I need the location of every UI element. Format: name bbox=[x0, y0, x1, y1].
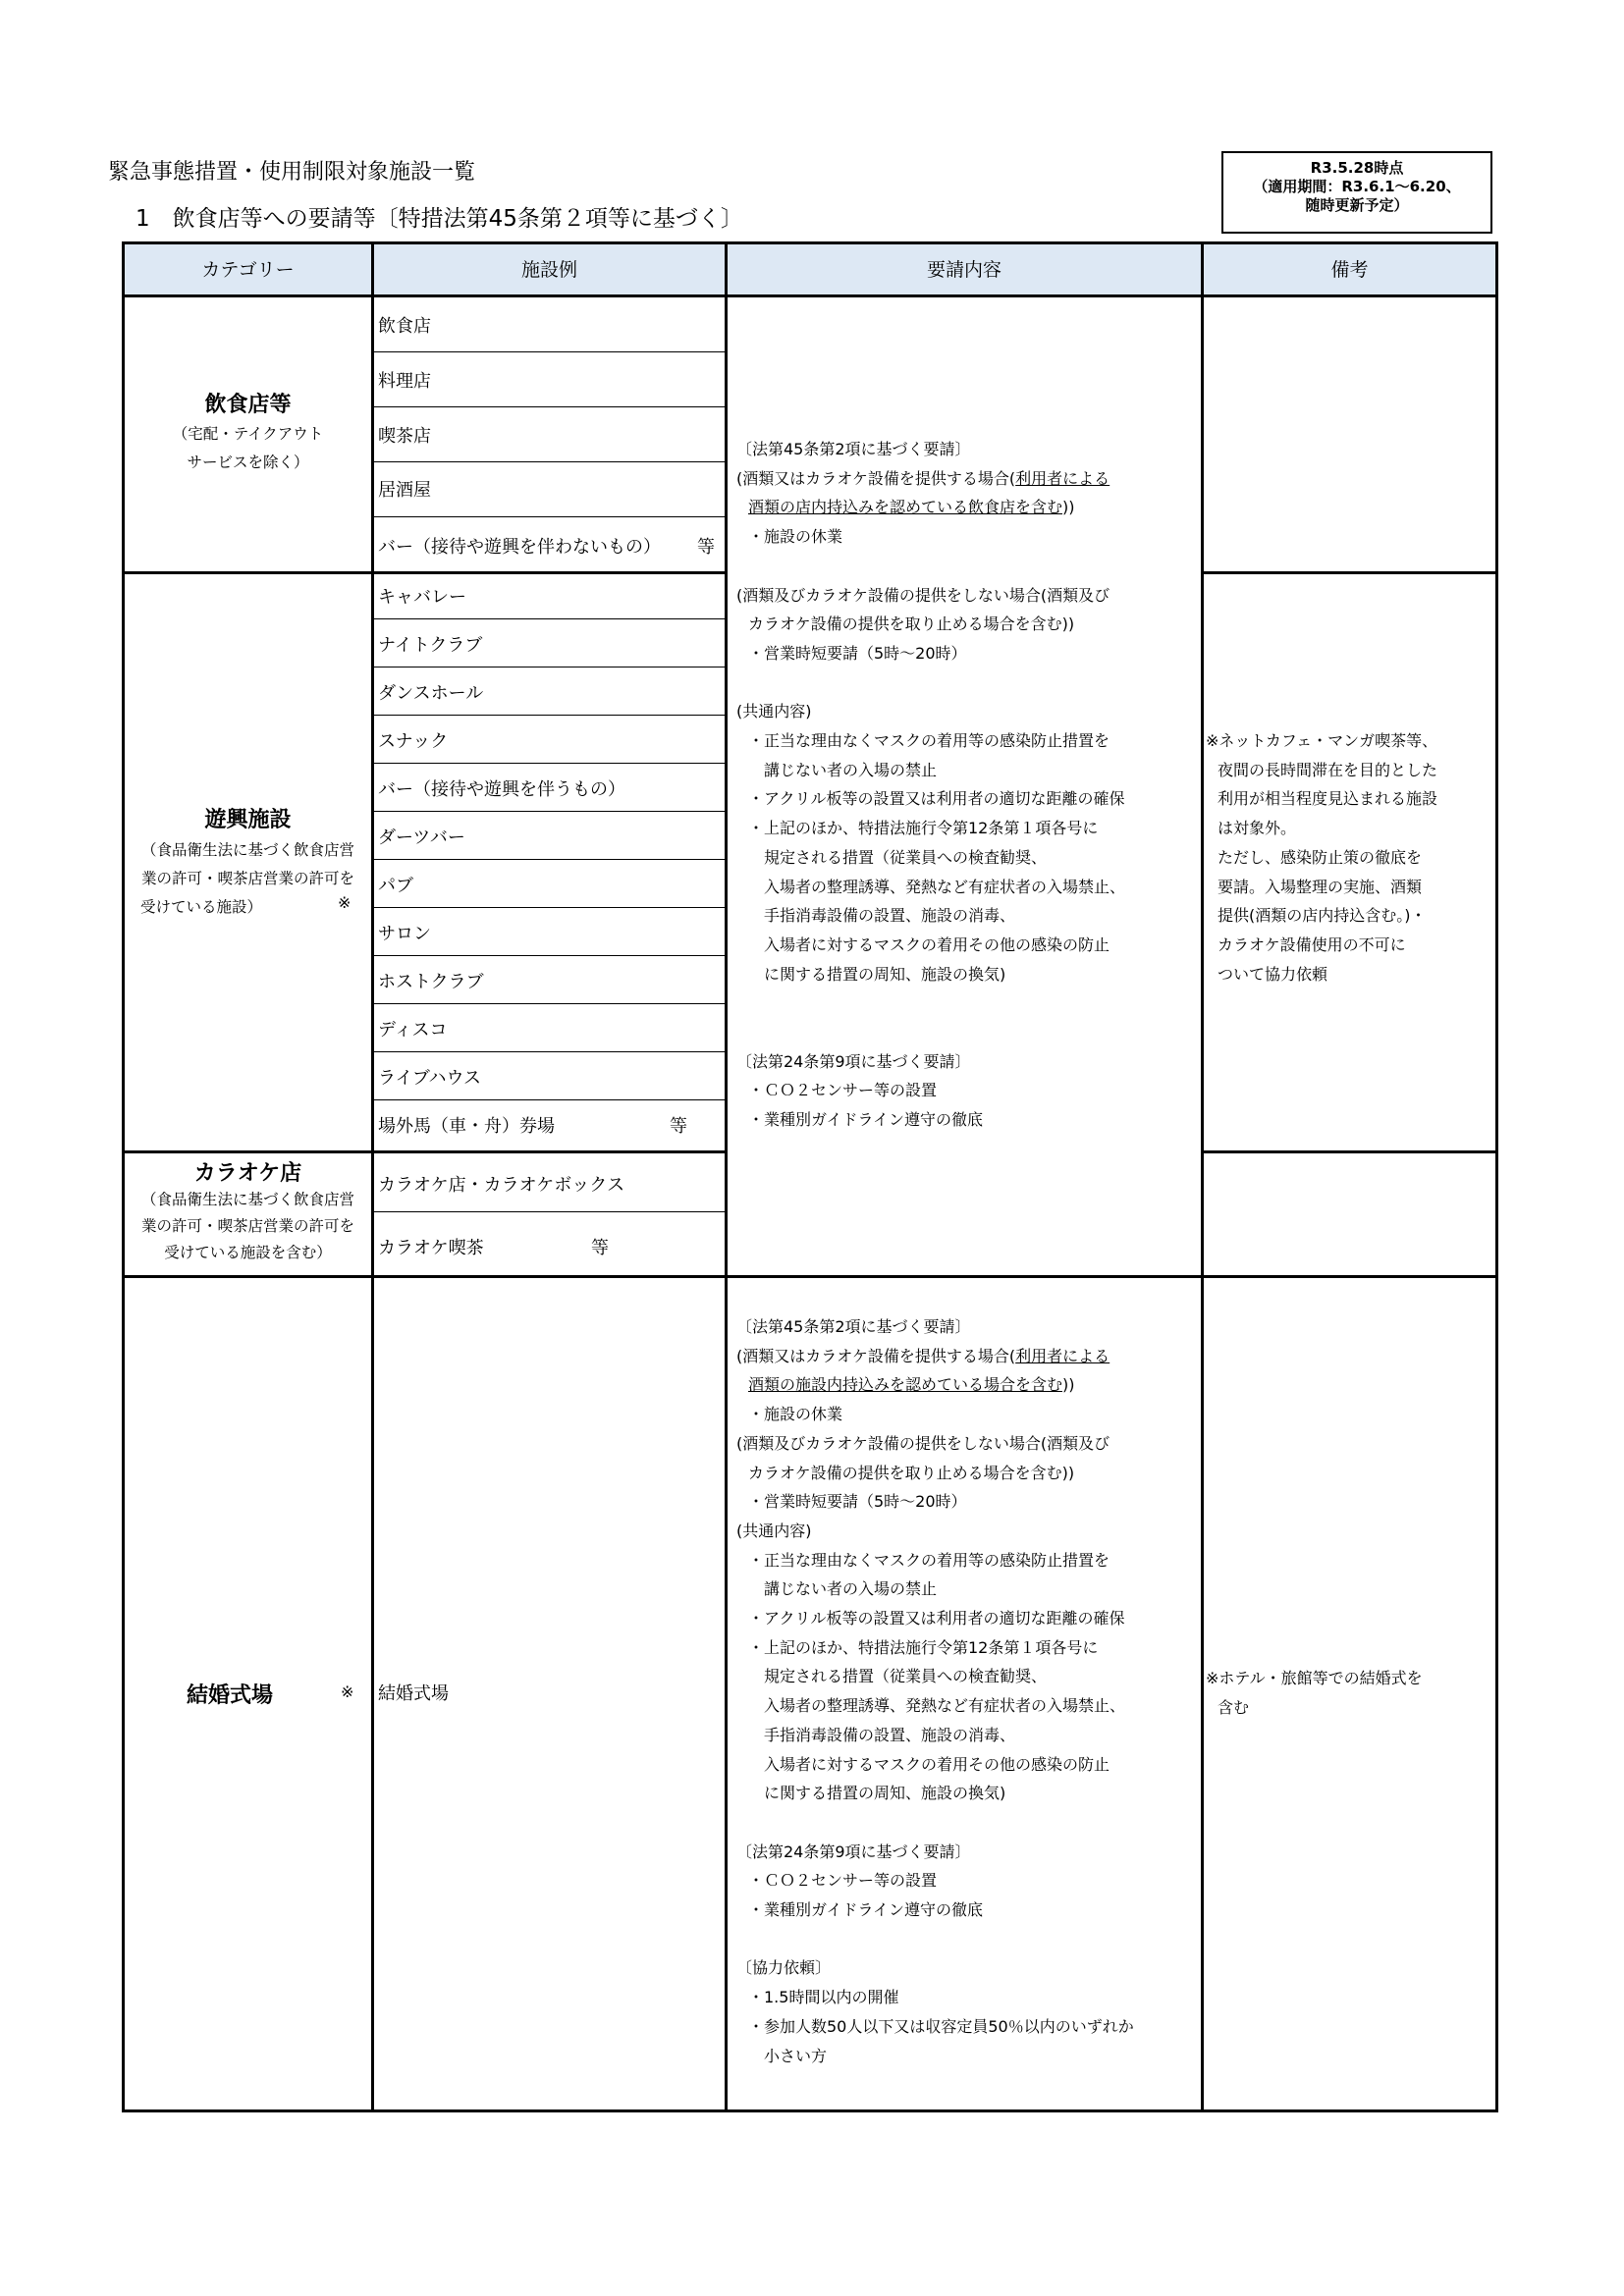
facility-item: バー（接待や遊興を伴うもの） bbox=[378, 779, 625, 800]
cell-divider bbox=[374, 516, 725, 517]
request-item: ・アクリル板等の設置又は利用者の適切な距離の確保 bbox=[748, 789, 1125, 809]
request-item: ・正当な理由なくマスクの着用等の感染防止措置を bbox=[748, 731, 1110, 750]
spacer bbox=[736, 1808, 1198, 1838]
row-divider bbox=[122, 571, 728, 574]
facility-item: カラオケ喫茶 bbox=[378, 1238, 484, 1258]
request-line: 手指消毒設備の設置、施設の消毒、 bbox=[764, 906, 1016, 926]
remark-line: 要請。入場整理の実施、酒類 bbox=[1218, 877, 1423, 896]
category-note-line: サービスを除く） bbox=[187, 454, 309, 471]
request-line: に関する措置の周知、施設の換気) bbox=[764, 964, 1006, 984]
request-line: (酒類及びカラオケ設備の提供をしない場合(酒類及び bbox=[736, 585, 1110, 605]
request-heading: 〔法第45条第2項に基づく要請〕 bbox=[736, 440, 971, 458]
cell-divider bbox=[374, 461, 725, 462]
category-note-line: （宅配・テイクアウト bbox=[172, 425, 324, 443]
category-note-line: 受けている施設） bbox=[140, 898, 263, 916]
request-line bbox=[736, 493, 1198, 522]
facility-suffix: 等 bbox=[591, 1238, 609, 1258]
request-heading: 〔法第45条第2項に基づく要請〕 bbox=[736, 1317, 971, 1336]
remarks-wedding bbox=[1206, 1664, 1492, 1722]
facility-item: 結婚式場 bbox=[378, 1683, 449, 1704]
period-line: （適用期間：R3.6.1～6.20、 bbox=[1253, 178, 1461, 195]
request-line: 入場者の整理誘導、発熱など有症状者の入場禁止、 bbox=[764, 877, 1126, 896]
facility-item: ダンスホール bbox=[378, 683, 484, 704]
request-text: )) bbox=[1062, 1375, 1075, 1395]
header-facility-examples: 施設例 bbox=[520, 259, 577, 281]
spacer bbox=[736, 1925, 1198, 1954]
facility-item: ディスコ bbox=[378, 1020, 448, 1041]
row-divider bbox=[122, 1275, 1498, 1278]
request-line: 入場者の整理誘導、発熱など有症状者の入場禁止、 bbox=[764, 1696, 1126, 1716]
facility-item: カラオケ店・カラオケボックス bbox=[378, 1175, 625, 1196]
request-line: カラオケ設備の提供を取り止める場合を含む)) bbox=[748, 614, 1075, 634]
request-heading: 〔法第24条第9項に基づく要請〕 bbox=[736, 1051, 971, 1071]
cell-divider bbox=[374, 811, 725, 812]
row-divider bbox=[122, 1150, 728, 1153]
request-line: 手指消毒設備の設置、施設の消毒、 bbox=[764, 1725, 1016, 1744]
category-note-line: （食品衛生法に基づく飲食店営 bbox=[140, 1191, 354, 1208]
request-line: 規定される措置（従業員への検査勧奨、 bbox=[764, 1667, 1048, 1686]
facility-item: 場外馬（車・舟）券場 bbox=[378, 1116, 555, 1137]
spacer bbox=[736, 668, 1198, 698]
requests-upper bbox=[736, 435, 1198, 1135]
facility-suffix: 等 bbox=[670, 1116, 687, 1137]
request-text: (酒類又はカラオケ設備を提供する場合( bbox=[736, 1346, 1016, 1365]
request-line bbox=[736, 1370, 1198, 1400]
row-divider bbox=[1201, 571, 1498, 574]
request-line bbox=[736, 464, 1198, 494]
remark-line: 提供(酒類の店内持込含む。)・ bbox=[1218, 906, 1427, 926]
remark-line: ついて協力依頼 bbox=[1218, 964, 1328, 984]
update-line: 随時更新予定） bbox=[1305, 196, 1409, 214]
request-line: 入場者に対するマスクの着用その他の感染の防止 bbox=[764, 1754, 1110, 1774]
cell-divider bbox=[374, 907, 725, 908]
cell-divider bbox=[374, 859, 725, 860]
request-item: ・業種別ガイドライン遵守の徹底 bbox=[748, 1900, 984, 1920]
request-item: ・上記のほか、特措法施行令第12条第１項各号に bbox=[748, 1637, 1099, 1657]
request-item: ・ＣＯ２センサー等の設置 bbox=[748, 1081, 938, 1100]
spacer bbox=[736, 1018, 1198, 1047]
category-karaoke-note bbox=[125, 1187, 371, 1266]
request-line: 講じない者の入場の禁止 bbox=[764, 1579, 938, 1599]
cell-divider bbox=[374, 618, 725, 619]
cell-divider bbox=[374, 1099, 725, 1100]
column-divider bbox=[725, 241, 728, 2112]
section-title: 1 飲食店等への要請等〔特措法第45条第２項等に基づく〕 bbox=[135, 206, 743, 232]
request-line: 入場者に対するマスクの着用その他の感染の防止 bbox=[764, 934, 1110, 954]
request-line: 講じない者の入場の禁止 bbox=[764, 760, 938, 779]
remark-line: 夜間の長時間滞在を目的とした bbox=[1218, 760, 1438, 779]
date-line: R3.5.28時点 bbox=[1310, 159, 1404, 177]
facility-item: パブ bbox=[378, 876, 413, 896]
request-underlined: 酒類の施設内持込みを認めている場合を含む bbox=[748, 1375, 1063, 1395]
facility-item: キャバレー bbox=[378, 587, 466, 608]
request-item: ・正当な理由なくマスクの着用等の感染防止措置を bbox=[748, 1550, 1110, 1570]
category-note-line: 業の許可・喫茶店営業の許可を bbox=[140, 870, 354, 887]
remark-line: ただし、感染防止策の徹底を bbox=[1218, 847, 1423, 867]
spacer bbox=[736, 988, 1198, 1018]
request-item: ・施設の休業 bbox=[748, 1405, 843, 1424]
facility-item: 居酒屋 bbox=[378, 480, 431, 501]
request-text: )) bbox=[1062, 498, 1075, 517]
request-item: ・営業時短要請（5時～20時） bbox=[748, 1492, 967, 1512]
header-remarks: 備考 bbox=[1330, 259, 1369, 281]
request-line: 規定される措置（従業員への検査勧奨、 bbox=[764, 847, 1048, 867]
category-note-line: （食品衛生法に基づく飲食店営 bbox=[140, 841, 354, 859]
cell-divider bbox=[374, 763, 725, 764]
category-entertainment: 遊興施設 bbox=[204, 808, 292, 832]
spacer bbox=[736, 552, 1198, 581]
category-note-line: 業の許可・喫茶店営業の許可を bbox=[140, 1217, 354, 1235]
document-title: 緊急事態措置・使用制限対象施設一覧 bbox=[108, 160, 476, 185]
facility-item: ナイトクラブ bbox=[378, 635, 483, 656]
facility-item: バー（接待や遊興を伴わないもの） bbox=[378, 537, 661, 558]
request-heading: 〔協力依頼〕 bbox=[736, 1958, 832, 1978]
request-item: ・業種別ガイドライン遵守の徹底 bbox=[748, 1110, 984, 1130]
request-heading: 〔法第24条第9項に基づく要請〕 bbox=[736, 1842, 971, 1861]
request-line: に関する措置の周知、施設の換気) bbox=[764, 1784, 1006, 1803]
column-divider bbox=[1201, 241, 1204, 2112]
request-item: ・1.5時間以内の開催 bbox=[748, 1988, 899, 2007]
request-line: 小さい方 bbox=[764, 2046, 828, 2065]
row-divider bbox=[1201, 1150, 1498, 1153]
facility-item: スナック bbox=[378, 731, 449, 752]
request-line bbox=[736, 1342, 1198, 1371]
category-wedding: 結婚式場 bbox=[187, 1683, 274, 1708]
header-category: カテゴリー bbox=[201, 259, 295, 281]
facility-item: ダーツバー bbox=[378, 828, 465, 848]
header-divider bbox=[122, 294, 1498, 297]
remark-line: 含む bbox=[1218, 1697, 1250, 1717]
category-restaurants-note bbox=[125, 420, 371, 477]
requests-lower bbox=[736, 1312, 1198, 2070]
cell-divider bbox=[374, 1051, 725, 1052]
request-item: ・ＣＯ２センサー等の設置 bbox=[748, 1871, 938, 1891]
request-heading: (共通内容) bbox=[736, 702, 812, 721]
category-wedding-mark: ※ bbox=[341, 1682, 354, 1701]
column-divider bbox=[371, 241, 374, 2112]
request-item: ・参加人数50人以下又は収容定員50％以内のいずれか bbox=[748, 2016, 1134, 2036]
cell-divider bbox=[374, 955, 725, 956]
category-note-line: 受けている施設を含む） bbox=[164, 1244, 332, 1261]
request-line: (酒類及びカラオケ設備の提供をしない場合(酒類及び bbox=[736, 1433, 1110, 1453]
request-item: ・アクリル板等の設置又は利用者の適切な距離の確保 bbox=[748, 1609, 1125, 1629]
request-item: ・営業時短要請（5時～20時） bbox=[748, 643, 967, 663]
cell-divider bbox=[374, 1211, 725, 1212]
category-restaurants: 飲食店等 bbox=[204, 393, 292, 417]
remark-line: は対象外。 bbox=[1218, 819, 1297, 838]
request-item: ・上記のほか、特措法施行令第12条第１項各号に bbox=[748, 819, 1099, 838]
request-underlined: 酒類の店内持込みを認めている飲食店を含む bbox=[748, 498, 1063, 517]
cell-divider bbox=[374, 715, 725, 716]
date-box bbox=[1221, 151, 1492, 234]
remark-line: 利用が相当程度見込まれる施設 bbox=[1218, 789, 1438, 809]
request-line: カラオケ設備の提供を取り止める場合を含む)) bbox=[748, 1463, 1075, 1482]
category-entertainment-note bbox=[125, 836, 371, 922]
request-heading: (共通内容) bbox=[736, 1521, 812, 1540]
facility-item: 飲食店 bbox=[378, 316, 431, 337]
cell-divider bbox=[374, 1003, 725, 1004]
facility-item: ライブハウス bbox=[378, 1068, 481, 1089]
request-underlined: 利用者による bbox=[1015, 1346, 1110, 1365]
request-underlined: 利用者による bbox=[1015, 468, 1110, 488]
remark-line: カラオケ設備使用の不可に bbox=[1218, 934, 1406, 954]
cell-divider bbox=[374, 351, 725, 352]
facility-item: サロン bbox=[378, 924, 431, 944]
header-request-content: 要請内容 bbox=[926, 259, 1001, 281]
facility-item: 料理店 bbox=[378, 371, 431, 392]
remark-line: ※ネットカフェ・マンガ喫茶等、 bbox=[1206, 731, 1438, 750]
request-item: ・施設の休業 bbox=[748, 527, 843, 547]
cell-divider bbox=[374, 406, 725, 407]
facility-item: 喫茶店 bbox=[378, 426, 431, 447]
remark-line: ※ホテル・旅館等での結婚式を bbox=[1206, 1669, 1423, 1687]
category-entertainment-mark: ※ bbox=[338, 893, 352, 912]
category-karaoke: カラオケ店 bbox=[193, 1161, 302, 1186]
request-text: (酒類又はカラオケ設備を提供する場合( bbox=[736, 468, 1016, 488]
facility-item: ホストクラブ bbox=[378, 972, 484, 992]
facility-suffix: 等 bbox=[697, 537, 715, 558]
remarks-entertainment bbox=[1206, 726, 1492, 988]
